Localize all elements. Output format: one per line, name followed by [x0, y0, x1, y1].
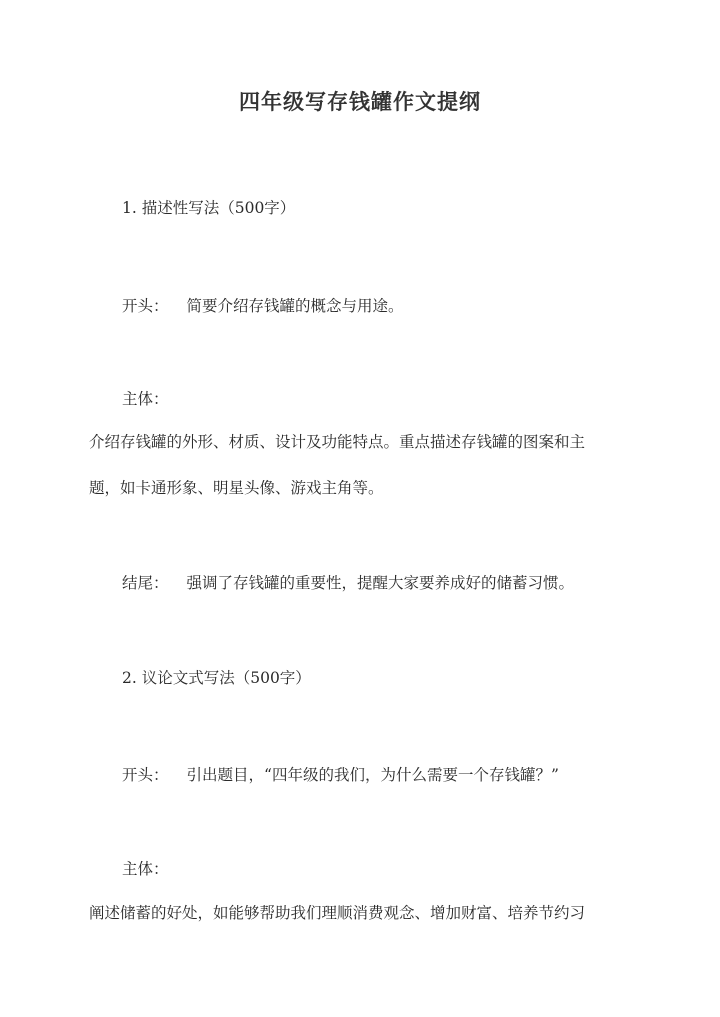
section-1-ending-label: 结尾： — [122, 574, 169, 592]
section-1-body-line-2: 题，如卡通形象、明星头像、游戏主角等。 — [89, 479, 384, 497]
section-1-body-line-1: 介绍存钱罐的外形、材质、设计及功能特点。重点描述存钱罐的图案和主 — [89, 433, 586, 451]
section-1-opening — [122, 296, 404, 316]
document-title: 四年级写存钱罐作文提纲 — [239, 89, 481, 114]
section-1-heading: 1. 描述性写法（500字） — [122, 199, 296, 217]
section-2-body-line-1: 阐述储蓄的好处，如能够帮助我们理顺消费观念、增加财富、培养节约习 — [89, 904, 586, 922]
section-1-opening-text: 简要介绍存钱罐的概念与用途。 — [186, 297, 404, 315]
section-1-opening-label: 开头： — [122, 297, 169, 315]
section-2-opening — [122, 765, 559, 785]
section-2-opening-text: 引出题目，“四年级的我们，为什么需要一个存钱罐？” — [186, 766, 559, 784]
section-2-body-label: 主体： — [122, 860, 169, 878]
section-1-ending-text: 强调了存钱罐的重要性，提醒大家要养成好的储蓄习惯。 — [186, 574, 575, 592]
section-2-opening-label: 开头： — [122, 766, 169, 784]
section-1-body-label: 主体： — [122, 390, 169, 408]
section-2-heading: 2. 议论文式写法（500字） — [122, 669, 311, 687]
section-1-ending — [122, 573, 574, 593]
